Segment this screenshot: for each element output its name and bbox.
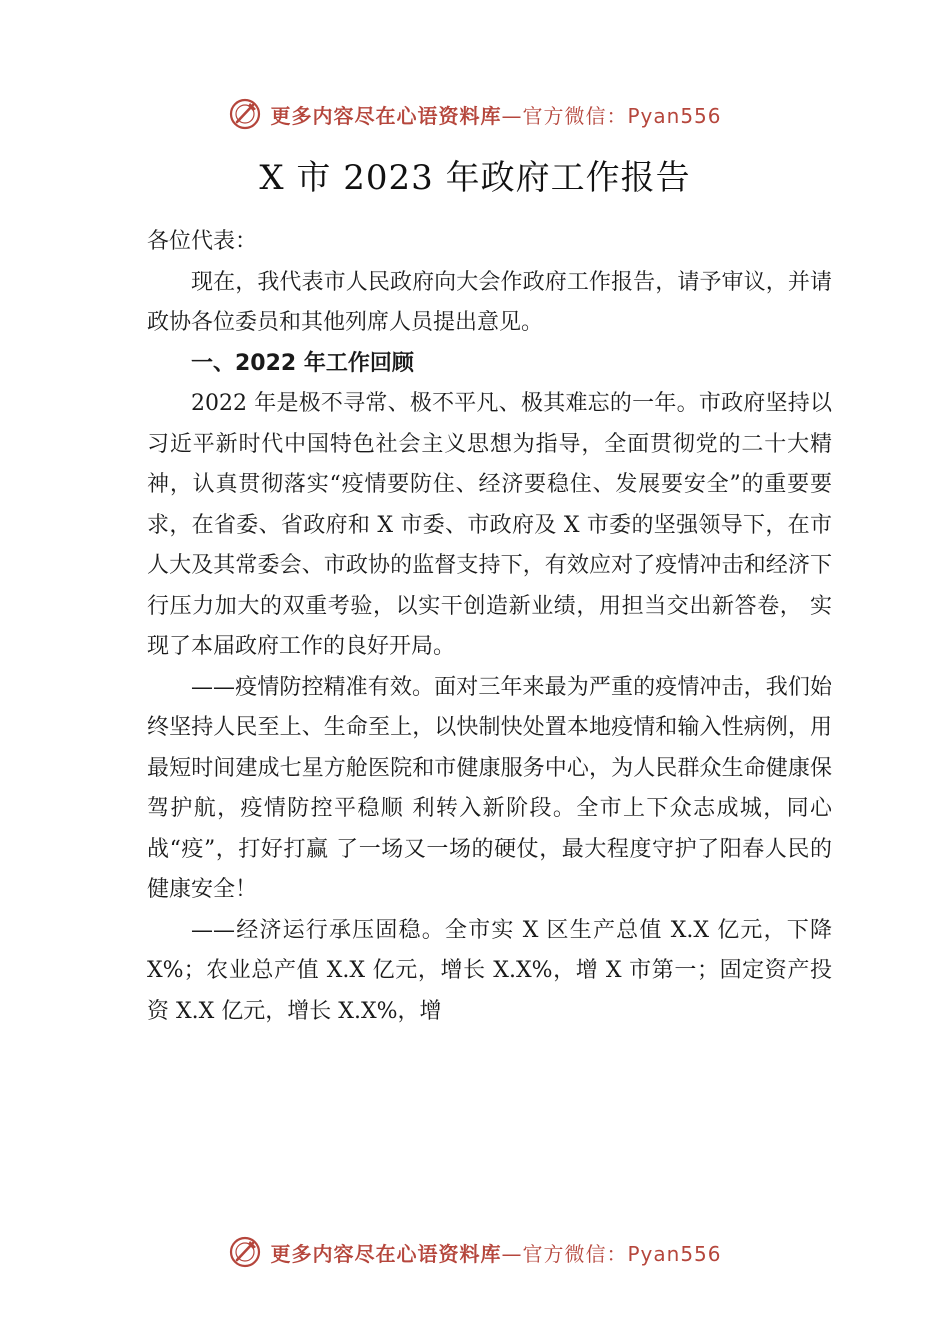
salutation: 各位代表： <box>147 229 258 254</box>
banner-separator-text: —官方微信： <box>501 1241 628 1266</box>
footer-watermark-banner <box>0 1232 950 1272</box>
banner-main-text: 更多内容尽在心语资料库 <box>270 1241 502 1266</box>
banner-wechat-id: Pyan556 <box>627 103 722 128</box>
banner-main-text: 更多内容尽在心语资料库 <box>270 103 502 128</box>
banner-text <box>270 100 721 129</box>
document-body <box>147 222 832 1032</box>
banner-wechat-id: Pyan556 <box>627 1241 722 1266</box>
brand-logo-icon <box>228 1235 262 1269</box>
body-paragraph: 2022 年是极不寻常、极不平凡、极其难忘的一年。市政府坚持以习近平新时代中国特色社会主义思想为指导，全面贯彻党的二十大精神，认真贯彻落实“疫情要防住、经济要稳住、发展要安全”的重要要求，在省委、省政府和 X 市委、市政府及 X 市委的坚强领导下，在市人大及其常委会、市政协的监督支持下，有效应对了疫情冲击和经济下行压力加大的双重考验，以实干创造新业绩，用担当交出新答卷， 实现了本届政府工作的良好开局。 <box>147 391 832 659</box>
intro-paragraph: 现在，我代表市人民政府向大会作政府工作报告，请予审议，并请政协各位委员和其他列席人员提出意见。 <box>147 269 832 335</box>
section-heading: 一、2022 年工作回顾 <box>191 350 414 376</box>
banner-separator-text: —官方微信： <box>501 103 628 128</box>
brand-logo-icon <box>228 97 262 131</box>
body-paragraph: ——疫情防控精准有效。面对三年来最为严重的疫情冲击，我们始终坚持人民至上、生命至上，以快制快处置本地疫情和输入性病例，用最短时间建成七星方舱医院和市健康服务中心，为人民群众生命健康保驾护航，疫情防控平稳顺 利转入新阶段。全市上下众志成城，同心战“疫”，打好打赢 了一场又一场的硬仗，最大程度守护了阳春人民的健康安全！ <box>147 674 832 902</box>
header-watermark-banner <box>0 94 950 134</box>
document-title: X 市 2023 年政府工作报告 <box>259 158 691 198</box>
banner-text <box>270 1238 721 1267</box>
body-paragraph: ——经济运行承压固稳。全市实 X 区生产总值 X.X 亿元，下降 X%；农业总产值 X.X 亿元，增长 X.X%，增 X 市第一；固定资产投资 X.X 亿元，增长 X.X%，增 <box>147 917 832 1024</box>
